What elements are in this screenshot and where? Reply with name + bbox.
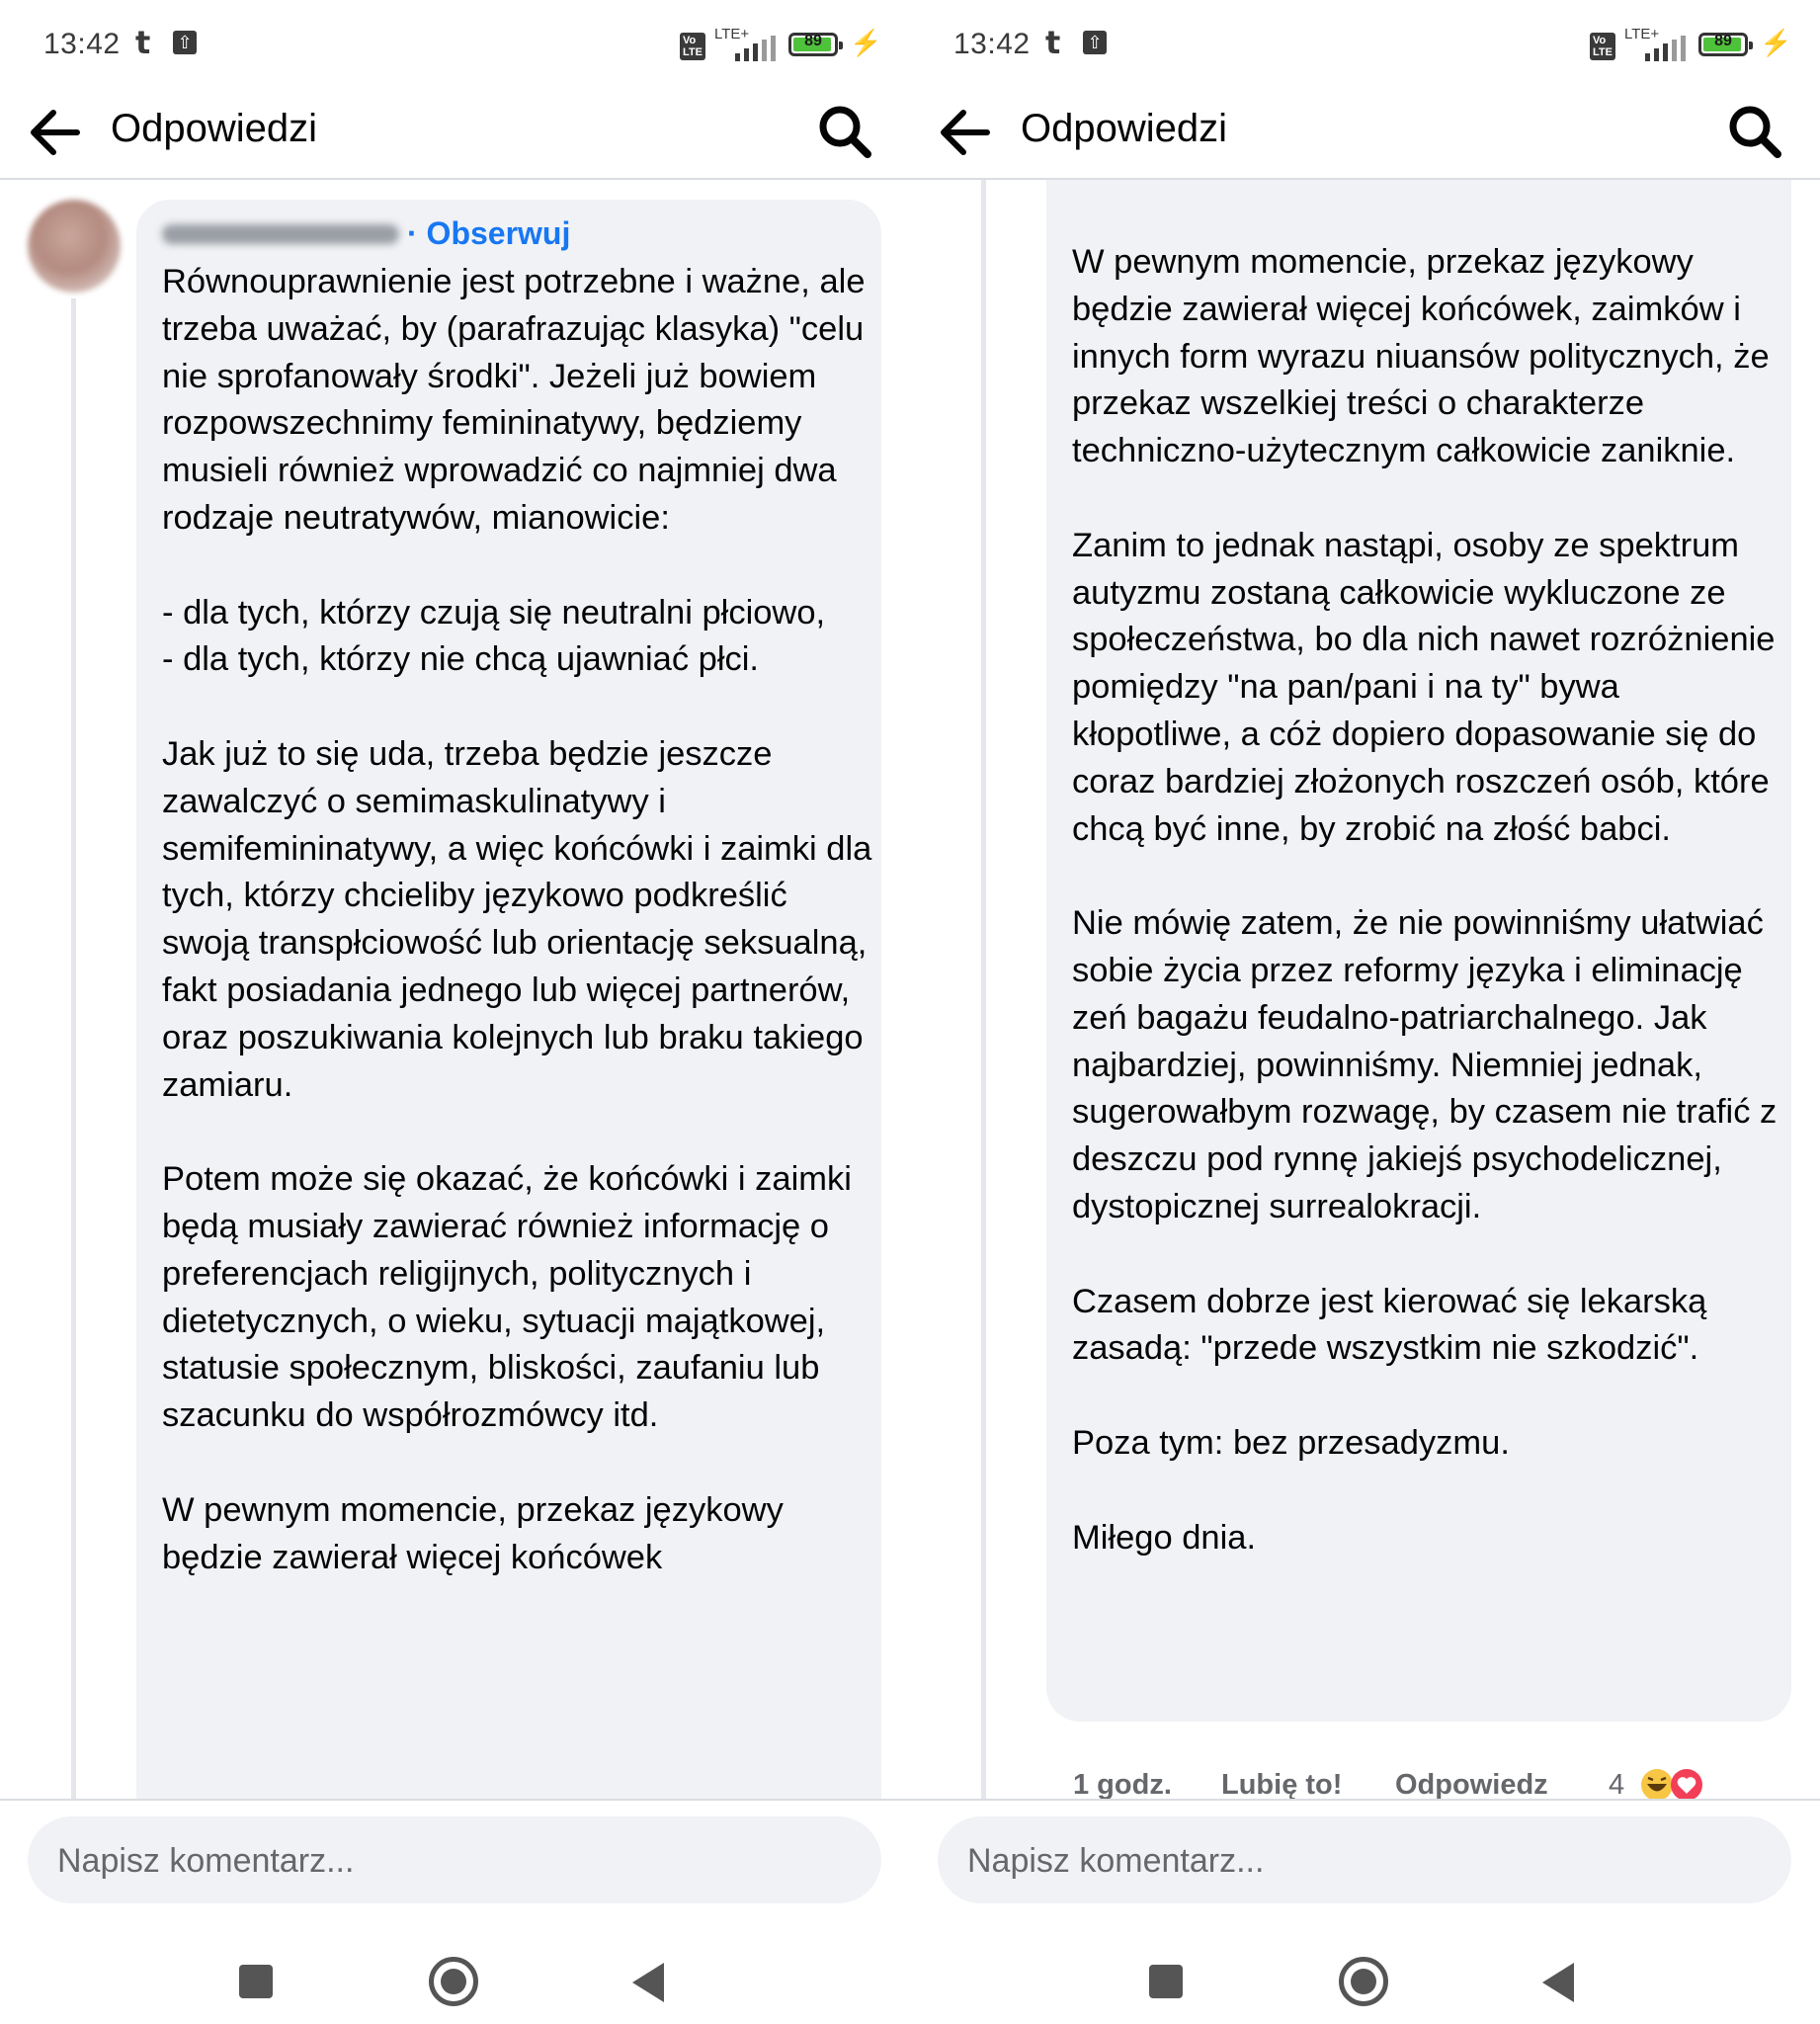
recents-button[interactable] — [239, 1965, 273, 1998]
arrow-left-icon[interactable] — [26, 105, 85, 160]
thread-line — [71, 298, 76, 1799]
tumblr-notification-icon: t — [1045, 24, 1061, 61]
comment-input[interactable] — [965, 1816, 1760, 1905]
battery-level: 89 — [1714, 33, 1732, 49]
home-button[interactable] — [1339, 1957, 1388, 2006]
thread-line — [981, 180, 986, 1799]
comment-input[interactable] — [55, 1816, 850, 1905]
signal-strength-icon — [731, 36, 779, 61]
haha-reaction-icon — [1641, 1769, 1673, 1799]
recents-button[interactable] — [1149, 1965, 1183, 1998]
clock: 13:42 — [953, 28, 1031, 60]
reactions-summary[interactable] — [1639, 1767, 1708, 1799]
system-nav-bar — [910, 1943, 1820, 2022]
comment-composer[interactable] — [28, 1816, 881, 1903]
right-screenshot — [910, 0, 1820, 2024]
back-button[interactable] — [632, 1963, 664, 2002]
page-title: Odpowiedzi — [111, 107, 318, 150]
charging-icon: ⚡ — [850, 28, 882, 57]
app-header — [0, 89, 910, 180]
comment-text: Równouprawnienie jest potrzebne i ważne, ale trzeba uważać, by (parafrazując klasyka) "celu nie sprofanowały środki". Jeżeli już bowiem rozpowszechnimy femininatywy, będziemy musieli również wprowadzić co najmniej dwa rodzaje neutratywów, mianowicie: - dla tych, którzy czują się neutralni płciowo, - dla tych, którzy nie chcą ujawniać płci. Jak już to się uda, trzeba będzie jeszcze zawalczyć o semimaskulinatywy i semifemininatywy, a więc końcówki i zaimki dla tych, którzy chcieliby językowo podkreślić swoją transpłciowość lub orientację seksualną, fakt posiadania jednego lub więcej partnerów, oraz poszukiwania kolejnych lub braku takiego zamiaru. Potem może się okazać, że końcówki i zaimki będą musiały zawierać również informację o preferencjach religijnych, politycznych i dietetycznych, o wieku, sytuacji majątkowej, statusie społecznym, bliskości, zaufaniu lub szacunku do współrozmówcy itd. W pewnym momencie, przekaz językowy będzie zawierał więcej końcówek — [162, 263, 872, 1576]
volte-icon: Vo LTE — [1590, 33, 1615, 60]
back-button[interactable] — [1542, 1963, 1574, 2002]
comment-thread — [0, 180, 910, 1799]
footer — [910, 1799, 1820, 2024]
follow-link[interactable]: · Obserwuj — [407, 215, 571, 251]
upload-notification-icon: ⇧ — [1083, 31, 1107, 54]
battery-icon — [788, 33, 838, 56]
comment-timestamp: 1 godz. — [1073, 1769, 1172, 1799]
author-name-redacted[interactable] — [162, 224, 399, 244]
page-title: Odpowiedzi — [1021, 107, 1228, 150]
battery-level: 89 — [804, 33, 822, 49]
status-bar — [910, 0, 1820, 89]
comment-composer[interactable] — [938, 1816, 1791, 1903]
search-icon[interactable] — [816, 103, 873, 160]
home-button[interactable] — [429, 1957, 478, 2006]
arrow-left-icon[interactable] — [936, 105, 995, 160]
battery-icon — [1698, 33, 1748, 56]
comment-text: W pewnym momencie, przekaz językowy będzie zawierał więcej końcówek, zaimków i innych form wyrazu niuansów politycznych, że przekaz wszelkiej treści o charakterze techniczno-użytecznym całkowicie zaniknie. Zanim to jednak nastąpi, osoby ze spektrum autyzmu zostaną całkowicie wykluczone ze społeczeństwa, bo dla nich nawet rozróżnienie pomiędzy "na pan/pani i na ty" bywa kłopotliwe, a cóż dopiero dopasowanie się do coraz bardziej złożonych roszczeń osób, które chcą być inne, by zrobić na złość babci. Nie mówię zatem, że nie powinniśmy ułatwiać sobie życia przez reformy języka i eliminację zeń bagażu feudalno-patriarchalnego. Jak najbardziej, powinniśmy. Niemniej jednak, sugerowałbym rozwagę, by czasem nie trafić z deszczu pod rynnę jakiejś psychodelicznej, dystopicznej surrealokracji. Czasem dobrze jest kierować się lekarską zasadą: "przede wszystkim nie szkodzić". Poza tym: bez przesadyzmu. Miłego dnia. — [1072, 243, 1778, 1557]
system-nav-bar — [0, 1943, 910, 2022]
network-type-label: LTE+ — [714, 26, 750, 42]
clock: 13:42 — [43, 28, 121, 60]
footer — [0, 1799, 910, 2024]
like-button[interactable]: Lubię to! — [1221, 1769, 1343, 1799]
reply-button[interactable]: Odpowiedz — [1395, 1769, 1548, 1799]
status-bar — [0, 0, 910, 89]
comment-bubble — [1046, 180, 1791, 1722]
avatar[interactable] — [28, 200, 121, 293]
comment-bubble — [136, 200, 881, 1799]
network-type-label: LTE+ — [1624, 26, 1660, 42]
reaction-count[interactable]: 4 — [1609, 1769, 1625, 1799]
comment-thread — [910, 180, 1820, 1799]
love-reaction-icon — [1671, 1769, 1702, 1799]
tumblr-notification-icon: t — [135, 24, 151, 61]
signal-strength-icon — [1641, 36, 1689, 61]
volte-icon: Vo LTE — [680, 33, 705, 60]
comment-author-row — [162, 215, 570, 255]
search-icon[interactable] — [1726, 103, 1783, 160]
charging-icon: ⚡ — [1760, 28, 1792, 57]
upload-notification-icon: ⇧ — [173, 31, 197, 54]
app-header — [910, 89, 1820, 180]
